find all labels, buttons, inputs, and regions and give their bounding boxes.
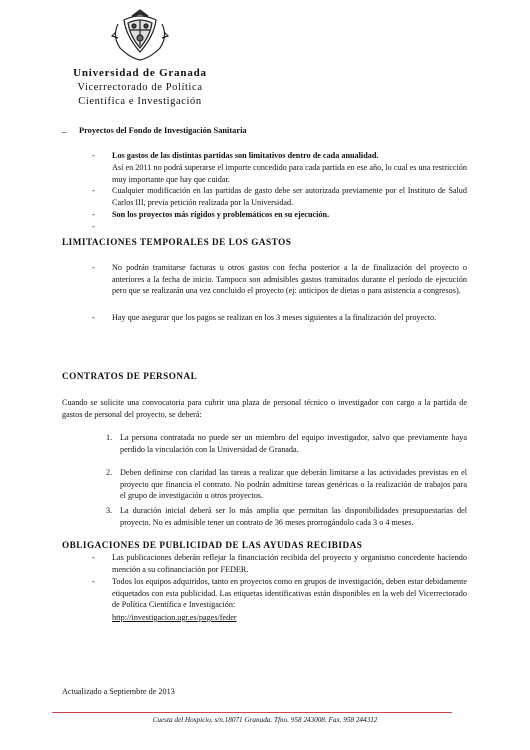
fis-bullet-2: - Cualquier modificación en las partidas de gasto debe ser autorizada previamente por el Instituto de Salud Carlos III, previa petición realizada por la Universidad. <box>92 186 467 207</box>
limit-bullet-1-text: No podrán tramitarse facturas u otros gastos con fecha posterior a la de finalización del proyecto o anteriores a la fecha de inicio. Tampoco son admisibles gastos tramitados durante el período de ejecución pero que se realizarán una vez concluido el proyecto (ej: anticipos de dietas o para asistencia a congresos). <box>112 263 467 295</box>
section-title-fis: Proyectos del Fondo de Investigación Sanitaria <box>79 126 247 135</box>
vice-rectorate-line-1: Vicerrectorado de Política <box>77 82 203 93</box>
contrato-item-1 <box>106 432 467 455</box>
publi-bullet-2-text: Todos los equipos adquiridos, tanto en proyectos como en grupos de investigación, deben estar debidamente etiquetados con esta publicidad. Las etiquetas identificativas están disponibles en la web del Vicerrectorado de Política Científica e Investigación: <box>112 577 467 609</box>
contrato-item-2-number: 2. <box>106 468 113 477</box>
heading-publicidad: OBLIGACIONES DE PUBLICIDAD DE LAS AYUDAS RECIBIDAS <box>62 540 363 550</box>
contrato-item-2-text: Deben definirse con claridad las tareas a realizar que deberán limitarse a las actividades previstas en el proyecto que financia el contrato. No podrán admitirse tareas genéricas o la realización de trabajos para el grupo de investigación u otros proyectos. <box>120 468 467 500</box>
heading-contratos: CONTRATOS DE PERSONAL <box>62 371 198 381</box>
contrato-item-3-text: La duración inicial deberá ser lo más amplia que permitan las disponibilidades presupuestarias del proyecto. No es admisible tener un contrato de 36 meses prorrogándolo cada 3 o 4 meses. <box>120 506 467 527</box>
publi-bullet-1-text: Las publicaciones deberán reflejar la financiación recibida del proyecto y organismo concedente haciendo mención a su cofinanciación por FEDER. <box>112 553 467 574</box>
limit-bullet-2-text: Hay que asegurar que los pagos se realizan en los 3 meses siguientes a la finalización del proyecto. <box>112 313 437 322</box>
fis-bullet-1-text: Los gastos de las distintas partidas son limitativos dentro de cada anualidad. <box>112 151 379 160</box>
section-marker: _ <box>62 124 67 134</box>
contrato-item-1-number: 1. <box>106 433 113 442</box>
fis-bullet-3-text: Son los proyectos más rígidos y problemáticos en su ejecución. <box>112 210 330 219</box>
footer-divider <box>52 712 452 713</box>
limit-bullet-1: - No podrán tramitarse facturas u otros gastos con fecha posterior a la de finalización del proyecto o anteriores a la fecha de inicio. Tampoco son admisibles gastos tramitados durante el período de ejecución pero que se realizarán una vez concluido el proyecto (ej: anticipos de dietas o para asistencia a congresos). <box>92 263 467 295</box>
feder-labels-link[interactable]: http://investigacion.ugr.es/pages/feder <box>112 613 237 622</box>
updated-date: Actualizado a Septiembre de 2013 <box>62 687 175 696</box>
footer-address: Cuesta del Hospicio, s/n.18071 Granada. Tfno. 958 243008. Fax. 958 244312 <box>152 716 378 724</box>
vice-rectorate-line-2: Científica e Investigación <box>78 96 202 107</box>
fis-bullet-empty: - <box>92 222 95 231</box>
contrato-item-3-number: 3. <box>106 506 113 515</box>
contrato-item-3 <box>106 505 467 528</box>
fis-bullet-1: - Los gastos de las distintas partidas son limitativos dentro de cada anualidad. <box>92 150 467 162</box>
limit-bullet-2: - Hay que asegurar que los pagos se realizan en los 3 meses siguientes a la finalización del proyecto. <box>92 312 467 324</box>
fis-note: Así en 2011 no podrá superarse el importe concedido para cada partida en ese año, lo cual es una restricción muy importante que hay que cuidar. <box>112 163 467 184</box>
heading-limitaciones: LIMITACIONES TEMPORALES DE LOS GASTOS <box>62 237 292 247</box>
publi-bullet-2: - Todos los equipos adquiridos, tanto en proyectos como en grupos de investigación, deben estar debidamente etiquetados con esta publicidad. Las etiquetas identificativas están disponibles en la web del Vicerrectorado de Política Científica e Investigación: <box>92 577 467 609</box>
university-name: Universidad de Granada <box>73 67 207 79</box>
contrato-item-1-text: La persona contratada no puede ser un miembro del equipo investigador, salvo que previamente haya perdido la vinculación con la Universidad de Granada. <box>120 433 467 454</box>
fis-bullet-2-text: Cualquier modificación en las partidas de gasto debe ser autorizada previamente por el Instituto de Salud Carlos III, previa petición realizada por la Universidad. <box>112 186 467 207</box>
publi-bullet-1: - Las publicaciones deberán reflejar la financiación recibida del proyecto y organismo concedente haciendo mención a su cofinanciación por FEDER. <box>92 553 467 574</box>
contrato-item-2 <box>106 467 467 502</box>
university-of-granada-coat-of-arms-icon <box>108 6 172 64</box>
fis-bullet-3: - Son los proyectos más rígidos y problemáticos en su ejecución. <box>92 209 467 221</box>
contratos-intro: Cuando se solicite una convocatoria para cubrir una plaza de personal técnico o investigador con cargo a la partida de gastos de personal del proyecto, se deberá: <box>62 398 467 419</box>
